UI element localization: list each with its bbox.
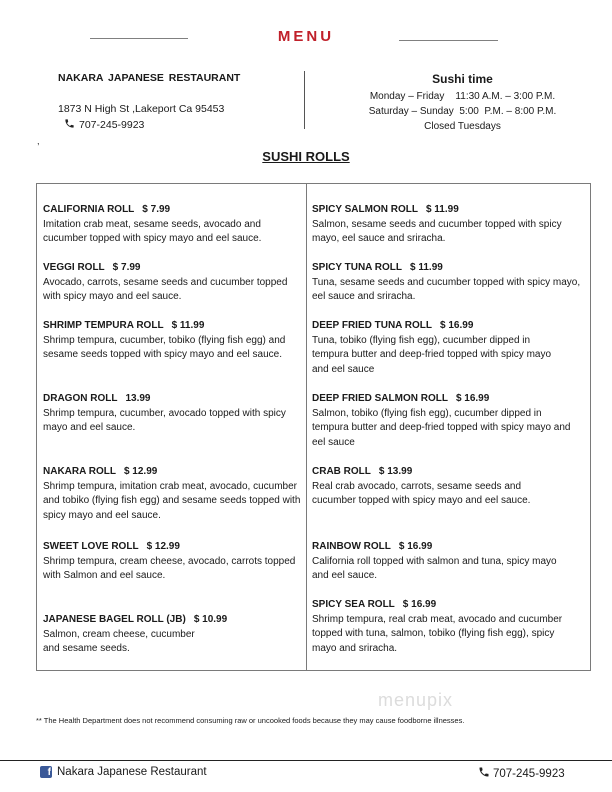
menu-item — [312, 465, 590, 509]
menu-item — [43, 392, 301, 436]
item-price: $ 16.99 — [455, 393, 490, 404]
item-name: NAKARA ROLL — [43, 466, 116, 477]
menu-item — [43, 203, 301, 247]
item-description: Shrimp tempura, real crab meat, avocado and cucumber topped with tuna, salmon, tobiko (flying fish egg), spicy mayo and sriracha. — [312, 613, 563, 654]
footer-rule — [0, 760, 612, 761]
facebook-link[interactable] — [40, 766, 207, 778]
item-price: $ 16.99 — [440, 320, 474, 331]
item-price: $ 12.99 — [146, 541, 180, 552]
menu-item — [43, 613, 301, 657]
item-name: DEEP FRIED SALMON ROLL — [312, 393, 448, 404]
stray-mark: , — [37, 136, 40, 146]
menu-title: MENU — [277, 28, 335, 45]
item-description: Shrimp tempura, cream cheese, avocado, carrots topped with Salmon and eel sauce. — [43, 555, 296, 581]
hours-weekday: Monday – Friday 11:30 A.M. – 3:00 P.M. — [369, 91, 556, 102]
item-price: $ 16.99 — [402, 599, 437, 610]
item-price: $ 16.99 — [398, 541, 433, 552]
item-description: Shrimp tempura, cucumber, tobiko (flying fish egg) and sesame seeds topped with spicy mayo and eel sauce. — [43, 334, 286, 360]
item-description: Shrimp tempura, imitation crab meat, avocado, cucumber and tobiko (flying fish egg) and sesame seeds topped with spicy mayo and eel sauce. — [43, 480, 301, 521]
item-price: $ 11.99 — [410, 262, 443, 273]
menu-item — [312, 598, 590, 656]
restaurant-address: 1873 N High St ,Lakeport Ca 95453 — [58, 103, 225, 115]
item-description: Shrimp tempura, cucumber, avocado topped with spicy mayo and eel sauce. — [43, 407, 286, 433]
item-price: $ 11.99 — [171, 320, 205, 331]
section-title: SUSHI ROLLS — [262, 149, 350, 164]
item-price: $ 11.99 — [425, 204, 459, 215]
facebook-icon: f — [40, 766, 52, 778]
item-description: Salmon, sesame seeds and cucumber topped with spicy mayo, eel sauce and sriracha. — [312, 218, 562, 244]
menu-item — [43, 465, 301, 523]
item-price: $ 7.99 — [142, 204, 171, 215]
header-divider — [304, 71, 305, 129]
menu-item — [312, 261, 590, 305]
item-name: SPICY SEA ROLL — [312, 599, 395, 610]
item-name: DEEP FRIED TUNA ROLL — [312, 320, 433, 331]
item-description: Salmon, cream cheese, cucumber and sesame seeds. — [43, 628, 195, 654]
hours-title: Sushi time — [432, 72, 493, 86]
item-name: SWEET LOVE ROLL — [43, 541, 139, 552]
menu-item — [43, 540, 301, 584]
item-description: Tuna, tobiko (flying fish egg), cucumber dipped in tempura butter and deep-fried topped with spicy mayo and eel sauce — [312, 334, 552, 375]
item-price: $ 13.99 — [378, 466, 413, 477]
restaurant-phone[interactable] — [64, 118, 144, 132]
title-rule-right — [399, 40, 498, 41]
item-description: Imitation crab meat, sesame seeds, avocado and cucumber topped with spicy mayo and eel sauce. — [43, 218, 262, 244]
hours-block — [340, 72, 585, 134]
item-name: VEGGI ROLL — [43, 262, 105, 273]
phone-icon — [478, 766, 490, 781]
health-warning: ** The Health Department does not recommend consuming raw or uncooked foods because they may cause foodborne illnesses. — [36, 716, 465, 725]
item-name: SPICY TUNA ROLL — [312, 262, 403, 273]
item-price: $ 12.99 — [123, 466, 158, 477]
item-price: $ 7.99 — [112, 262, 141, 273]
item-price: 13.99 — [125, 393, 151, 404]
facebook-label: Nakara Japanese Restaurant — [57, 766, 207, 778]
menu-item — [43, 261, 301, 305]
item-name: JAPANESE BAGEL ROLL (JB) — [43, 614, 186, 625]
menu-item — [312, 540, 590, 584]
item-price: $ 10.99 — [193, 614, 228, 625]
watermark: menupix — [378, 690, 454, 710]
item-description: Real crab avocado, carrots, sesame seeds and cucumber topped with spicy mayo and eel sauce. — [312, 480, 531, 506]
item-name: SHRIMP TEMPURA ROLL — [43, 320, 164, 331]
menu-item — [312, 319, 590, 377]
item-name: RAINBOW ROLL — [312, 541, 391, 552]
item-description: Avocado, carrots, sesame seeds and cucumber topped with spicy mayo and eel sauce. — [43, 276, 288, 302]
footer-phone-number: 707-245-9923 — [493, 767, 565, 780]
item-description: Tuna, sesame seeds and cucumber topped with spicy mayo, eel sauce and sriracha. — [312, 276, 581, 302]
hours-weekend: Saturday – Sunday 5:00 P.M. – 8:00 P.M. — [368, 106, 557, 117]
phone-icon — [64, 118, 75, 132]
menu-item — [43, 319, 301, 363]
menu-item — [312, 203, 590, 247]
restaurant-phone-number: 707-245-9923 — [79, 119, 145, 131]
hours-closed: Closed Tuesdays — [424, 121, 501, 132]
menu-item — [312, 392, 590, 450]
item-name: CALIFORNIA ROLL — [43, 204, 135, 215]
item-name: SPICY SALMON ROLL — [312, 204, 418, 215]
item-name: CRAB ROLL — [312, 466, 371, 477]
table-column-divider — [306, 183, 307, 671]
restaurant-name: NAKARA JAPANESE RESTAURANT — [58, 72, 241, 84]
footer-phone[interactable] — [478, 766, 565, 781]
item-description: Salmon, tobiko (flying fish egg), cucumber dipped in tempura butter and deep-fried topped with spicy mayo and eel sauce — [312, 407, 571, 448]
item-name: DRAGON ROLL — [43, 393, 118, 404]
item-description: California roll topped with salmon and tuna, spicy mayo and eel sauce. — [312, 555, 557, 581]
